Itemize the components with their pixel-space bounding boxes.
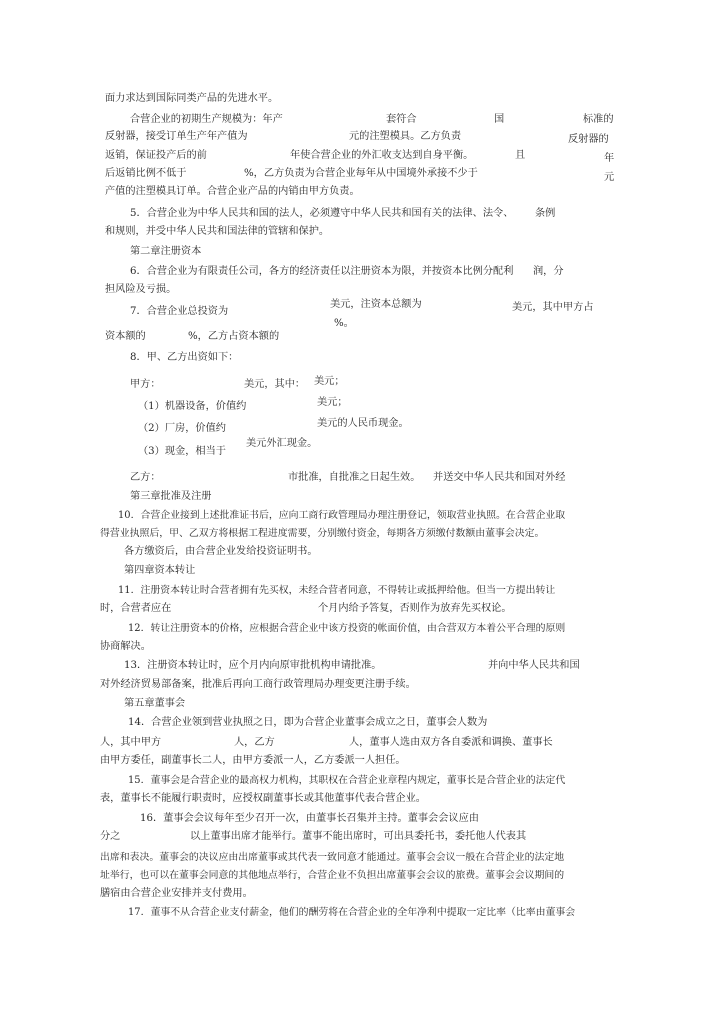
text-fragment: 年使合营企业的外汇收支达到自身平衡。 <box>290 150 474 161</box>
text-line: 7．合营企业总投资为 <box>130 306 229 317</box>
text-line: 11．注册资本转让时合营者拥有先买权，未经合营者同意，不得转让或抵押给他。但当一方提出转让 <box>118 585 556 596</box>
text-fragment: 人，乙方 <box>234 737 275 748</box>
text-line: 时，合营者应在 <box>100 603 172 614</box>
text-line: 8．甲、乙方出资如下： <box>130 352 239 363</box>
text-line: 对外经济贸易部备案，批准后再向工商行政管理局办理变更注册手续。 <box>100 679 416 690</box>
text-line: 甲方： <box>130 379 161 390</box>
text-line: 合营企业的初期生产规模为：年产 <box>130 114 283 125</box>
text-fragment: 美元，其中甲方占 <box>512 302 594 313</box>
text-fragment: 元 <box>604 172 615 183</box>
text-line: 后返销比例不低于 <box>105 168 187 179</box>
text-fragment: 且 <box>515 150 526 161</box>
text-line: 17．董事不从合营企业支付薪金，他们的酬劳将在合营企业的全年净利中提取一定比率（比率由董事会 <box>128 907 576 918</box>
text-line: 出席和表决。董事会的决议应由出席董事或其代表一致同意才能通过。董事会会议一般在合营企业的法定地 <box>100 852 565 863</box>
text-fragment: 以上董事出席才能举行。董事不能出席时，可出具委托书，委托他人代表其 <box>190 831 527 842</box>
text-fragment: %，乙方负责为合营企业每年从中国境外承接不少于 <box>244 168 478 179</box>
text-fragment: 美元； <box>317 397 348 408</box>
text-fragment: 标准的 <box>583 114 614 125</box>
text-line: 表，董事长不能履行职责时，应授权副董事长或其他董事代表合营企业。 <box>100 793 426 804</box>
text-line: （1）机器设备，价值约 <box>138 401 247 412</box>
text-line: 12．转让注册资本的价格，应根据合营企业中该方投资的帐面价值，由合营双方本着公平合理的原则 <box>128 623 566 634</box>
text-line: 6．合营企业为有限责任公司，各方的经济责任以注册资本为限，并按资本比例分配利 <box>130 266 514 277</box>
text-fragment: 市批准，自批准之日起生效。 <box>288 472 421 483</box>
text-line: 和规则，并受中华人民共和国法律的管辖和保护。 <box>105 226 330 237</box>
text-line: 各方缴资后，由合营企业发给投资证明书。 <box>124 546 318 557</box>
text-line: 乙方： <box>130 472 161 483</box>
text-fragment: 反射器的 <box>568 134 609 145</box>
text-fragment: 个月内给予答复，否则作为放弃先买权论。 <box>318 603 512 614</box>
text-fragment: 国 <box>494 114 505 125</box>
text-line: 13．注册资本转让时，应个月内向原审批机构申请批准。 <box>124 660 382 671</box>
text-line: 分之 <box>100 831 121 842</box>
text-line: 由甲方委任，副董事长二人，由甲方委派一人，乙方委派一人担任。 <box>100 755 406 766</box>
text-line: 14．合营企业领到营业执照之日，即为合营企业董事会成立之日，董事会人数为 <box>128 717 488 728</box>
text-fragment: %，乙方占资本额的 <box>188 331 280 342</box>
text-line: 16．董事会会议每年至少召开一次，由董事长召集并主持。董事会会议应由 <box>140 813 479 824</box>
text-fragment: 润，分 <box>533 266 564 277</box>
text-line: 资本额的 <box>105 331 146 342</box>
chapter-heading: 第二章注册资本 <box>130 246 202 257</box>
text-line: 15．董事会是合营企业的最高权力机构，其职权在合营企业章程内规定，董事长是合营企业的法定代 <box>128 775 566 786</box>
text-line: 膳宿由合营企业安排并支付费用。 <box>100 888 253 899</box>
text-fragment: 并向中华人民共和国 <box>488 660 580 671</box>
text-line: 返销，保证投产后的前 <box>105 150 207 161</box>
chapter-heading: 第三章批准及注册 <box>130 491 212 502</box>
chapter-heading: 第四章资本转让 <box>124 565 196 576</box>
text-line: 担风险及亏损。 <box>105 284 177 295</box>
text-fragment: 人，董事人选由双方各自委派和调换、董事长 <box>349 737 553 748</box>
text-fragment: 美元； <box>314 376 345 387</box>
text-line: 反射器，接受订单生产年产值为 <box>105 131 248 142</box>
chapter-heading: 第五章董事会 <box>124 698 186 709</box>
text-fragment: 美元外汇现金。 <box>246 438 318 449</box>
text-fragment: %。 <box>334 318 354 329</box>
text-line: （3）现金，相当于 <box>138 446 226 457</box>
text-line: 10．合营企业接到上述批准证书后，应向工商行政管理局办理注册登记，领取营业执照。在合营企业取 <box>118 510 566 521</box>
text-line: 得营业执照后，甲、乙双方将根据工程进度需要，分别缴付资金，每期各方须缴付数额由董事会决定。 <box>100 528 545 539</box>
text-line: 面力求达到国际同类产品的先进水平。 <box>105 93 279 104</box>
text-line: 协商解决。 <box>100 641 151 652</box>
text-fragment: 并送交中华人民共和国对外经 <box>433 472 566 483</box>
text-fragment: 美元，其中： <box>244 379 306 390</box>
text-fragment: 美元，注资本总额为 <box>330 299 422 310</box>
text-line: 产值的注塑模具订单。合营企业产品的内销由甲方负责。 <box>105 186 360 197</box>
text-line: 人，其中甲方 <box>100 737 162 748</box>
text-fragment: 美元的人民币现金。 <box>317 418 409 429</box>
text-fragment: 套符合 <box>386 114 417 125</box>
text-fragment: 元的注塑模具。乙方负责 <box>349 131 462 142</box>
text-line: （2）厂房，价值约 <box>138 423 226 434</box>
text-line: 址举行，也可以在董事会同意的其他地点举行，合营企业不负担出席董事会会议的旅费。董事会会议期间的 <box>100 870 565 881</box>
text-fragment: 年 <box>604 153 615 164</box>
text-fragment: 条例 <box>535 208 556 219</box>
text-line: 5．合营企业为中华人民共和国的法人，必须遵守中华人民共和国有关的法律、法令、 <box>130 208 514 219</box>
